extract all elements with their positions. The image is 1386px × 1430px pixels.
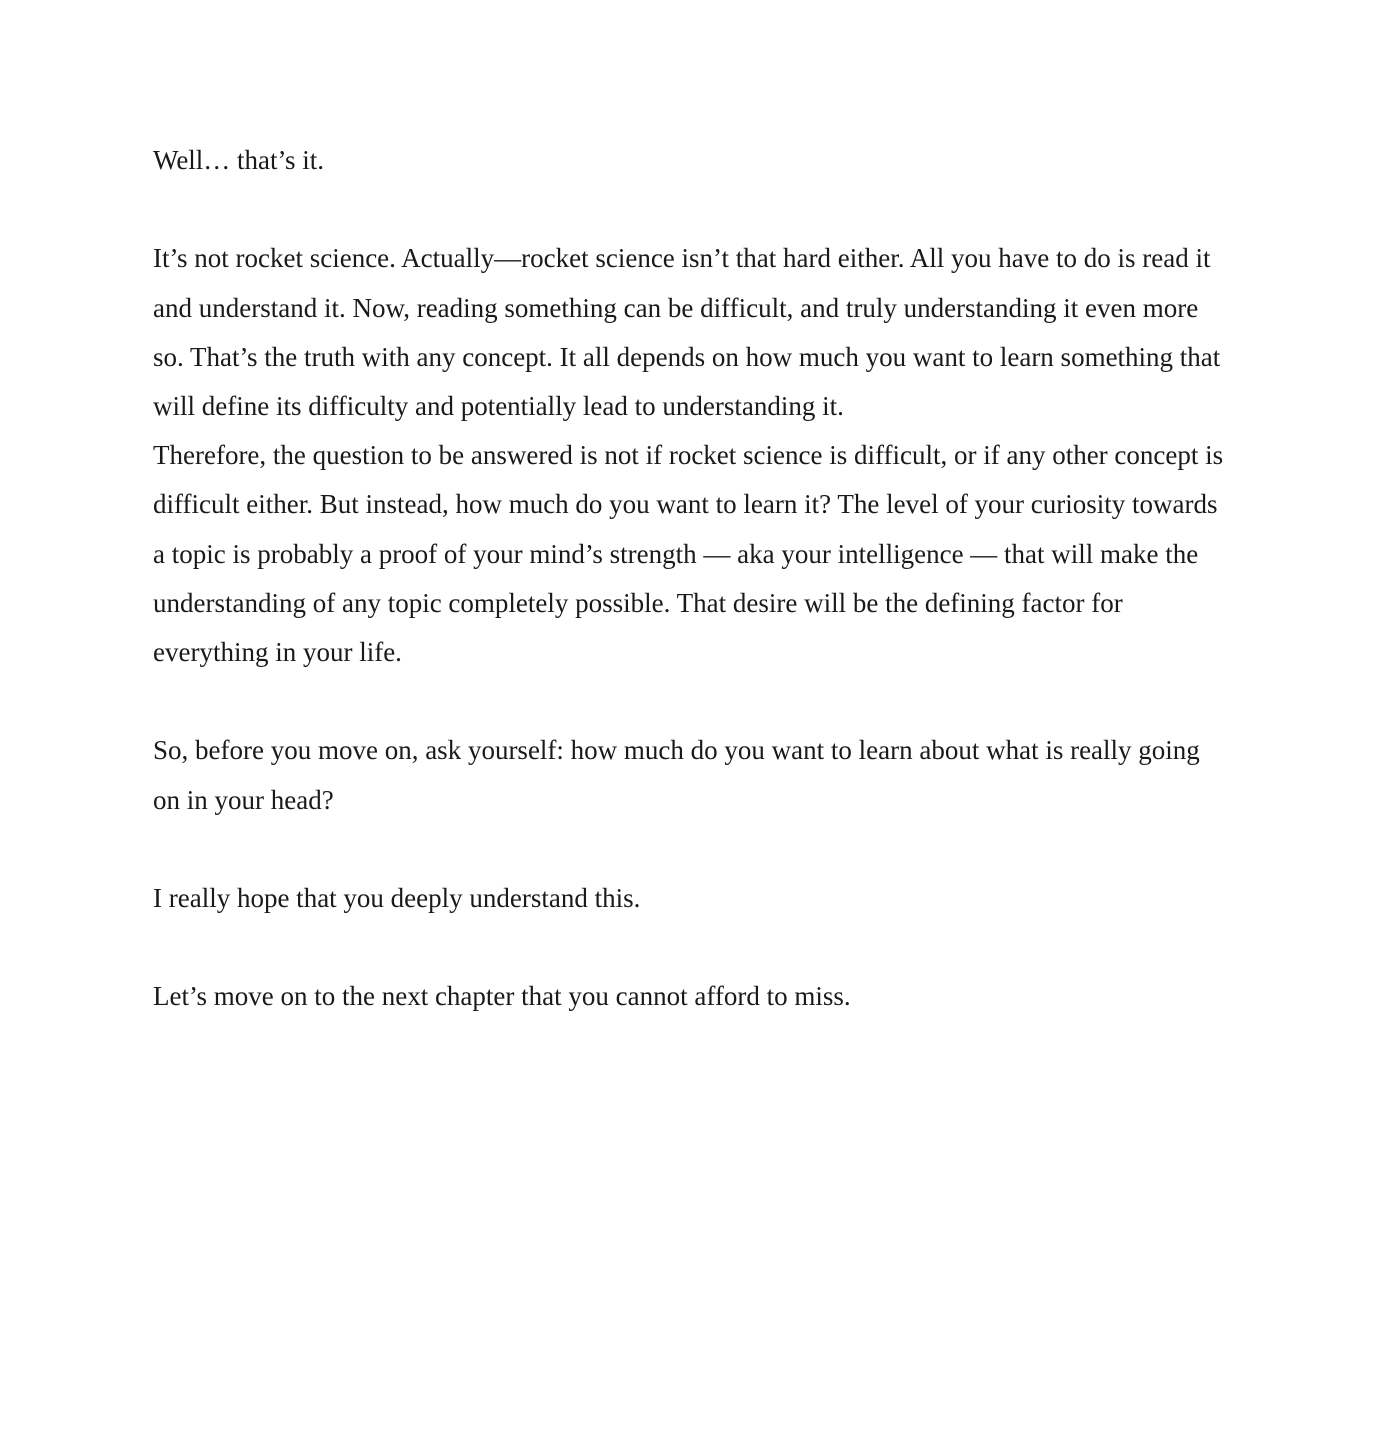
document-page: [153, 136, 1233, 1022]
paragraph-spacer: [153, 825, 1233, 874]
paragraph-spacer: [153, 923, 1233, 972]
paragraph-spacer: [153, 677, 1233, 726]
paragraph-intro: Well… that’s it.: [153, 145, 325, 175]
paragraph-rocket-science: It’s not rocket science. Actually—rocket science isn’t that hard either. All you have to do is read it and understand it. Now, reading something can be difficult, and truly understanding it even more so. That’s the truth with any concept. It all depends on how much you want to learn something that will define its difficulty and potentially lead to understanding it.: [153, 243, 1221, 421]
paragraph-spacer: [153, 185, 1233, 234]
paragraph-ask-yourself: So, before you move on, ask yourself: how much do you want to learn about what is really going on in your head?: [153, 735, 1200, 815]
paragraph-hope: I really hope that you deeply understand this.: [153, 883, 641, 913]
paragraph-question: Therefore, the question to be answered is not if rocket science is difficult, or if any other concept is difficult either. But instead, how much do you want to learn it? The level of your curiosity towards a topic is probably a proof of your mind’s strength — aka your intelligence — that will make the understanding of any topic completely possible. That desire will be the defining factor for everything in your life.: [153, 440, 1224, 668]
paragraph-next-chapter: Let’s move on to the next chapter that you cannot afford to miss.: [153, 981, 851, 1012]
